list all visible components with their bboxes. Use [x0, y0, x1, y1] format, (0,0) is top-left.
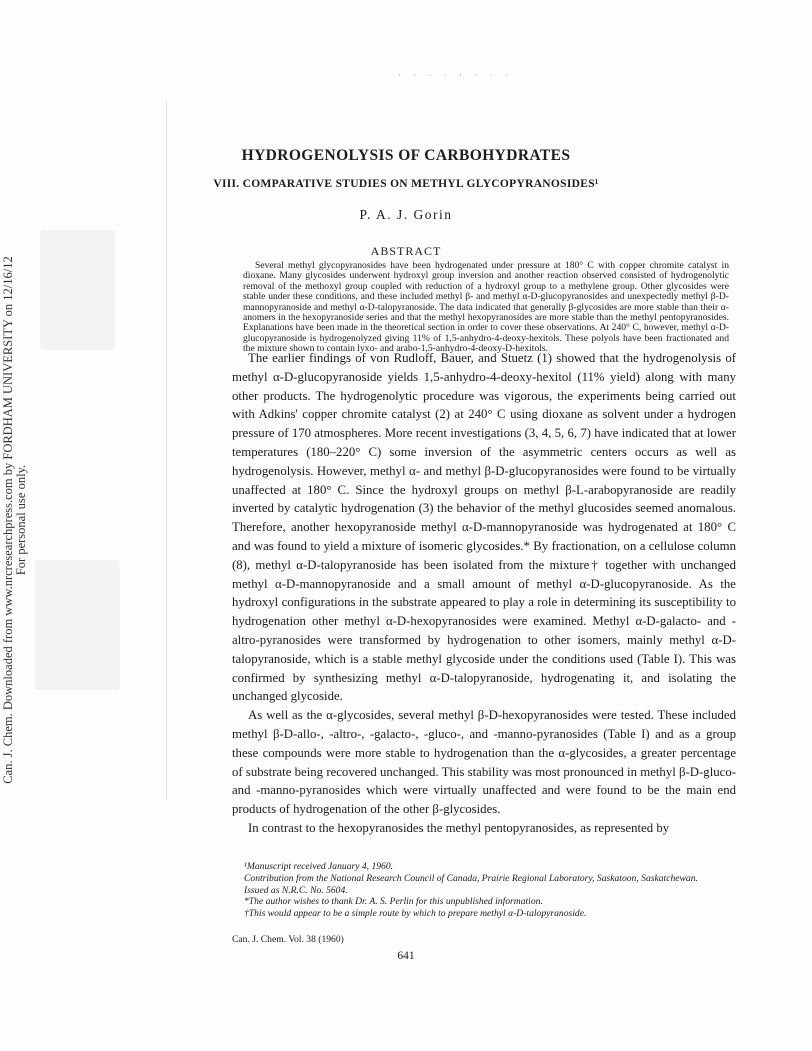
- body-paragraph: The earlier findings of von Rudloff, Bauer, and Stuetz (1) showed that the hydrogenolysis of methyl α-D-glucopyranoside yields 1,5-anhydro-4-deoxy-hexitol (11% yield) along with many other products. The hydrogenolytic procedure was vigorous, the experiments being carried out with Adkins' copper chromite catalyst (2) at 240° C using dioxane as solvent under a hydrogen pressure of 170 atmospheres. More recent investigations (3, 4, 5, 6, 7) have indicated that at lower temperatures (180–220° C) some inversion of the asymmetric centers occurs as well as hydrogenolysis. However, methyl α- and methyl β-D-glucopyranosides were found to be virtually unaffected at 180° C. Since the hydroxyl groups on methyl β-L-arabopyranoside are readily inverted by catalytic hydrogenation (3) the behavior of the methyl glucosides seemed anomalous. Therefore, another hexopyranoside methyl α-D-mannopyranoside was hydrogenated at 180° C and was found to yield a mixture of isomeric glycosides.* By fractionation, on a cellulose column (8), methyl α-D-talopyranoside has been isolated from the mixture† together with unchanged methyl α-D-mannopyranoside and a small amount of methyl α-D-glucopyranoside. As the hydroxyl configurations in the substrate appeared to play a role in determining its susceptibility to hydrogenation other methyl α-D-hexopyranosides were examined. Methyl α-D-galacto- and -altro-pyranosides were transformed by hydrogenation to other isomers, mainly methyl α-D-talopyranoside, which is a stable methyl glycoside under the conditions used (Table I). This was confirmed by synthesizing methyl α-D-talopyranoside, hydrogenating it, and isolating the unchanged glycoside.: [232, 351, 736, 704]
- footnote-route: †This would appear to be a simple route by which to prepare methyl α-D-talopyranoside.: [244, 908, 587, 920]
- abstract-text: Several methyl glycopyranosides have been hydrogenated under pressure at 180° C with copper chromite catalyst in dioxane. Many glycosides underwent hydroxyl group inversion and another reaction observed consisted of hydrogenolytic removal of the methoxyl group coupled with reduction of a hydroxyl group to a methylene group. Other glycosides were stable under these conditions, and these included methyl β- and methyl α-D-glucopyranosides and unexpectedly methyl β-D-mannopyranoside and methyl α-D-talopyranoside. The data indicated that generally β-glycosides are more stable than their α-anomers in the hexopyranoside series and that the methyl hexopyranosides are more stable than the methyl pentopyranosides. Explanations have been made in the theoretical section in order to cover these observations. At 240° C, however, methyl α-D-glucopyranoside is hydrogenolyzed giving 11% of 1,5-anhydro-4-deoxy-hexitols. These polyols have been fractionated and the mixture shown to contain lyxo- and arabo-1,5-anhydro-4-deoxy-D-hexitols.: [243, 260, 729, 355]
- footnote-issued: Issued as N.R.C. No. 5604.: [244, 884, 348, 896]
- article-subtitle: VIII. COMPARATIVE STUDIES ON METHYL GLYCOPYRANOSIDES¹: [213, 178, 599, 190]
- watermark-line-1: Can. J. Chem. Downloaded from www.nrcresearchpress.com by FORDHAM UNIVERSITY on 12/16/12: [1, 256, 15, 784]
- body-paragraph: As well as the α-glycosides, several methyl β-D-hexopyranosides were tested. These included methyl β-D-allo-, -altro-, -galacto-, -gluco-, and -manno-pyranosides (Table I) and as a group these compounds were more stable to hydrogenation than the α-glycosides, a greater percentage of substrate being recovered unchanged. This stability was most pronounced in methyl β-D-gluco- and -manno-pyranosides which were virtually unaffected and were found to be the main end products of hydrogenation of the other β-glycosides.: [232, 708, 736, 817]
- footnotes: [232, 861, 736, 920]
- article-body: [232, 349, 736, 838]
- journal-reference: Can. J. Chem. Vol. 38 (1960): [232, 934, 344, 945]
- footnote-contribution: Contribution from the National Research Council of Canada, Prairie Regional Laboratory, Saskatoon, Saskatchewan.: [244, 872, 698, 884]
- scan-margin-line: [166, 100, 167, 800]
- page-number: 641: [397, 950, 415, 962]
- body-paragraph: In contrast to the hexopyranosides the methyl pentopyranosides, as represented by: [248, 820, 670, 835]
- abstract-heading: ABSTRACT: [370, 244, 442, 258]
- scan-smudge: [35, 560, 120, 690]
- author-name: P. A. J. Gorin: [359, 207, 453, 222]
- article-title: HYDROGENOLYSIS OF CARBOHYDRATES: [241, 147, 571, 164]
- footnote-thanks: *The author wishes to thank Dr. A. S. Perlin for this unpublished information.: [244, 896, 543, 908]
- header-dots: · · · · · · · ·: [398, 70, 513, 80]
- footnote-received: ¹Manuscript received January 4, 1960.: [244, 861, 394, 872]
- watermark-line-2: For personal use only.: [14, 464, 28, 576]
